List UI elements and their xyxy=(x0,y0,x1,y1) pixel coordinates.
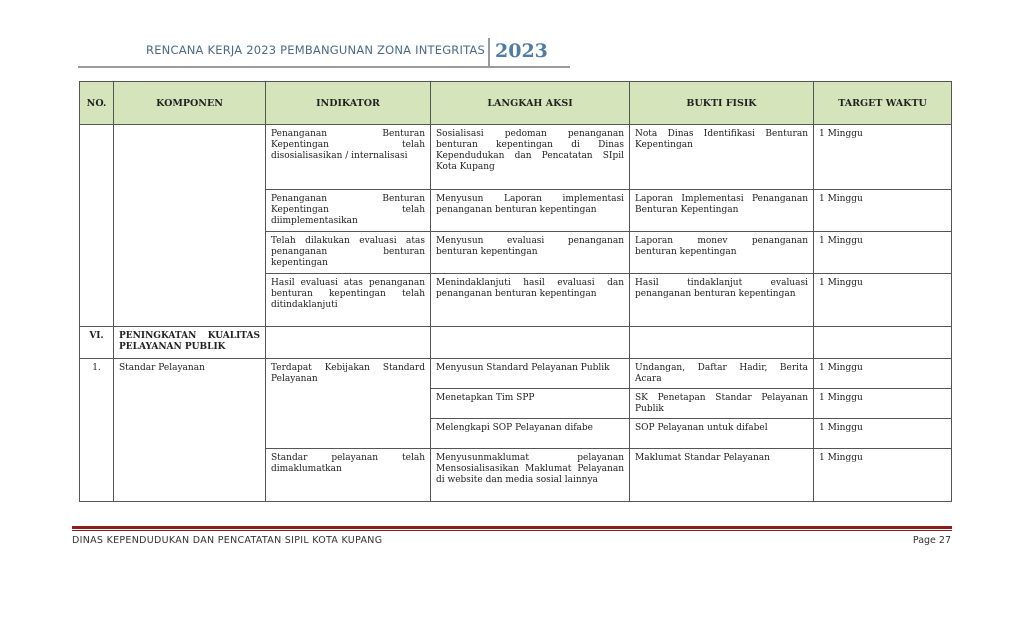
bukti-fisik-cell: Laporan monev penanganan benturan kepentingan xyxy=(630,232,814,274)
empty-cell xyxy=(266,327,431,359)
target-waktu-cell: 1 Minggu xyxy=(814,274,952,327)
header-divider xyxy=(488,38,490,66)
empty-cell xyxy=(431,327,630,359)
target-waktu-cell: 1 Minggu xyxy=(814,389,952,419)
target-waktu-cell: 1 Minggu xyxy=(814,190,952,232)
langkah-aksi-cell: Sosialisasi pedoman penanganan benturan kepentingan di Dinas Kependudukan dan Pencatatan SIpil Kota Kupang xyxy=(431,125,630,190)
langkah-aksi-cell: Melengkapi SOP Pelayanan difabe xyxy=(431,419,630,449)
bukti-fisik-cell: Maklumat Standar Pelayanan xyxy=(630,449,814,502)
table-header-row xyxy=(80,82,952,125)
indikator-cell: Penanganan Benturan Kepentingan telah disosialisasikan / internalisasi xyxy=(266,125,431,190)
page-number: Page 27 xyxy=(912,535,951,546)
section-number: VI. xyxy=(80,327,114,359)
empty-cell xyxy=(630,327,814,359)
work-plan-table xyxy=(79,81,952,502)
footer-rule-thin xyxy=(72,530,952,531)
document-title: RENCANA KERJA 2023 PEMBANGUNAN ZONA INTEGRITAS xyxy=(146,43,485,57)
column-header-target-waktu: TARGET WAKTU xyxy=(814,82,952,125)
langkah-aksi-cell: Menyusunmaklumat pelayanan Mensosialisasikan Maklumat Pelayanan di website dan media sosial lainnya xyxy=(431,449,630,502)
indikator-cell: Standar pelayanan telah dimaklumatkan xyxy=(266,449,431,502)
section-title: PENINGKATAN KUALITAS PELAYANAN PUBLIK xyxy=(114,327,266,359)
langkah-aksi-cell: Menyusun Standard Pelayanan Publik xyxy=(431,359,630,389)
column-header-bukti-fisik: BUKTI FISIK xyxy=(630,82,814,125)
komponen-cell-empty xyxy=(114,125,266,327)
indikator-cell: Penanganan Benturan Kepentingan telah diimplementasikan xyxy=(266,190,431,232)
section-row xyxy=(80,327,952,359)
table-row xyxy=(80,359,952,389)
bukti-fisik-cell: Hasil tindaklanjut evaluasi penanganan benturan kepentingan xyxy=(630,274,814,327)
table-row xyxy=(80,125,952,190)
target-waktu-cell: 1 Minggu xyxy=(814,125,952,190)
bukti-fisik-cell: Laporan Implementasi Penanganan Benturan Kepentingan xyxy=(630,190,814,232)
indikator-cell: Telah dilakukan evaluasi atas penanganan benturan kepentingan xyxy=(266,232,431,274)
target-waktu-cell: 1 Minggu xyxy=(814,419,952,449)
column-header-indikator: INDIKATOR xyxy=(266,82,431,125)
indikator-cell: Terdapat Kebijakan Standard Pelayanan xyxy=(266,359,431,449)
column-header-komponen: KOMPONEN xyxy=(114,82,266,125)
document-year: 2023 xyxy=(495,40,548,62)
bukti-fisik-cell: Undangan, Daftar Hadir, Berita Acara xyxy=(630,359,814,389)
langkah-aksi-cell: Menyusun evaluasi penanganan benturan kepentingan xyxy=(431,232,630,274)
empty-cell xyxy=(814,327,952,359)
column-header-no: NO. xyxy=(80,82,114,125)
bukti-fisik-cell: SOP Pelayanan untuk difabel xyxy=(630,419,814,449)
langkah-aksi-cell: Menyusun Laporan implementasi penanganan benturan kepentingan xyxy=(431,190,630,232)
no-cell-empty xyxy=(80,125,114,327)
target-waktu-cell: 1 Minggu xyxy=(814,449,952,502)
komponen-cell: Standar Pelayanan xyxy=(114,359,266,502)
column-header-langkah-aksi: LANGKAH AKSI xyxy=(431,82,630,125)
target-waktu-cell: 1 Minggu xyxy=(814,359,952,389)
langkah-aksi-cell: Menetapkan Tim SPP xyxy=(431,389,630,419)
page-header xyxy=(78,38,570,68)
target-waktu-cell: 1 Minggu xyxy=(814,232,952,274)
item-number: 1. xyxy=(80,359,114,502)
footer-rule xyxy=(72,526,952,529)
langkah-aksi-cell: Menindaklanjuti hasil evaluasi dan penanganan benturan kepentingan xyxy=(431,274,630,327)
bukti-fisik-cell: SK Penetapan Standar Pelayanan Publik xyxy=(630,389,814,419)
bukti-fisik-cell: Nota Dinas Identifikasi Benturan Kepentingan xyxy=(630,125,814,190)
indikator-cell: Hasil evaluasi atas penanganan benturan kepentingan telah ditindaklanjuti xyxy=(266,274,431,327)
footer-organization: DINAS KEPENDUDUKAN DAN PENCATATAN SIPIL KOTA KUPANG xyxy=(72,535,383,546)
